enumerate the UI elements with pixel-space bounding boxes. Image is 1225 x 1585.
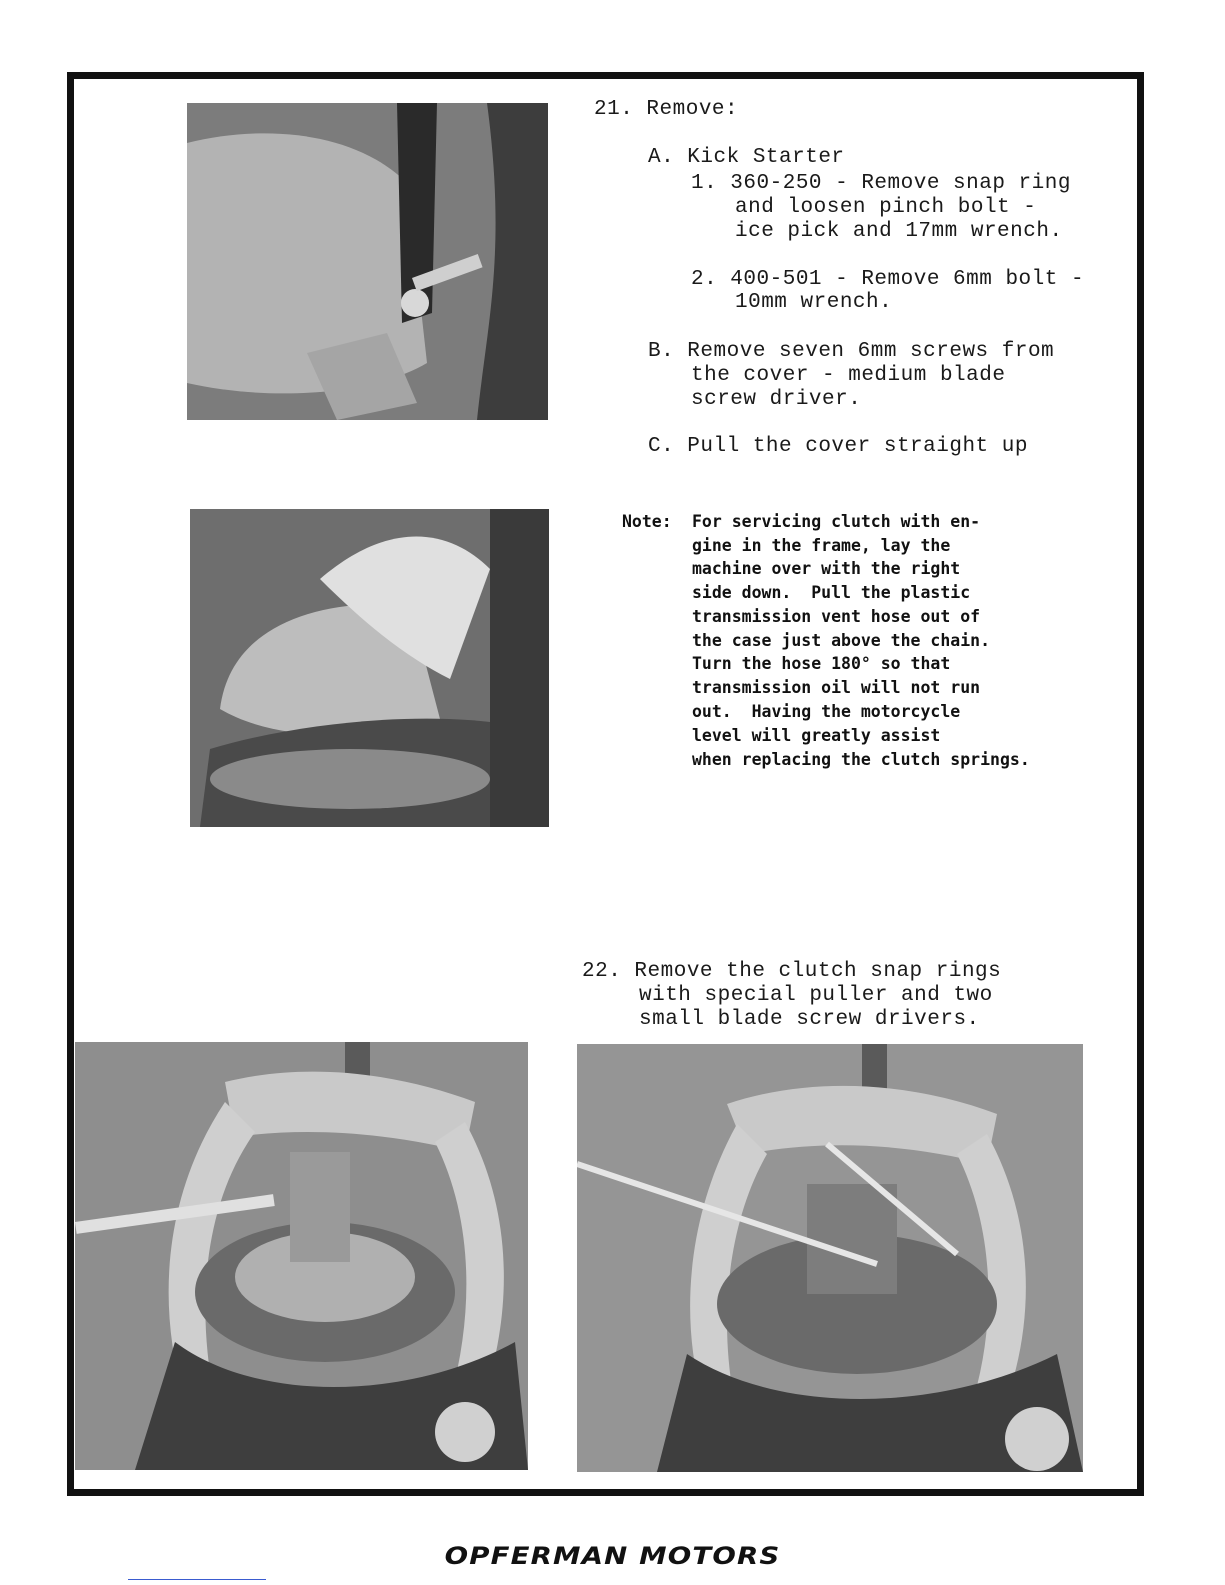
step22-line3: small blade screw drivers. bbox=[639, 1008, 980, 1031]
note-line: For servicing clutch with en- bbox=[692, 512, 981, 531]
step21-a2-line2: 10mm wrench. bbox=[735, 291, 893, 314]
step21-b-line2: the cover - medium blade bbox=[691, 364, 1006, 387]
note-label: Note: bbox=[622, 512, 672, 531]
step21-a-label: A. Kick Starter bbox=[648, 146, 845, 169]
step22-line1: 22. Remove the clutch snap rings bbox=[582, 960, 1002, 983]
photo-clutch-puller-right bbox=[577, 1044, 1083, 1472]
note-line: transmission vent hose out of bbox=[692, 607, 981, 626]
footer-brand-logo: OPFERMAN MOTORS bbox=[444, 1542, 781, 1570]
note-line: gine in the frame, lay the bbox=[692, 536, 951, 555]
note-line: machine over with the right bbox=[692, 559, 961, 578]
note-line: transmission oil will not run bbox=[692, 678, 981, 697]
step21-b-line3: screw driver. bbox=[691, 388, 862, 411]
step21-heading: 21. Remove: bbox=[594, 98, 739, 121]
step21-a1-line3: ice pick and 17mm wrench. bbox=[735, 220, 1063, 243]
note-line: the case just above the chain. bbox=[692, 631, 991, 650]
photo-cover-removal bbox=[190, 509, 549, 827]
step21-b-line1: B. Remove seven 6mm screws from bbox=[648, 340, 1055, 363]
photo-clutch-puller-left bbox=[75, 1042, 528, 1470]
step22-line2: with special puller and two bbox=[639, 984, 993, 1007]
step21-c-line1: C. Pull the cover straight up bbox=[648, 435, 1028, 458]
note-line: side down. Pull the plastic bbox=[692, 583, 971, 602]
footer-divider bbox=[128, 1579, 266, 1580]
step21-a2-line1: 2. 400-501 - Remove 6mm bolt - bbox=[691, 268, 1085, 291]
step21-a1-line1: 1. 360-250 - Remove snap ring bbox=[691, 172, 1071, 195]
photo-kick-starter-removal bbox=[187, 103, 548, 420]
note-line: when replacing the clutch springs. bbox=[692, 750, 1030, 769]
step21-a1-line2: and loosen pinch bolt - bbox=[735, 196, 1037, 219]
note-line: level will greatly assist bbox=[692, 726, 941, 745]
note-line: Turn the hose 180° so that bbox=[692, 654, 951, 673]
note-line: out. Having the motorcycle bbox=[692, 702, 961, 721]
